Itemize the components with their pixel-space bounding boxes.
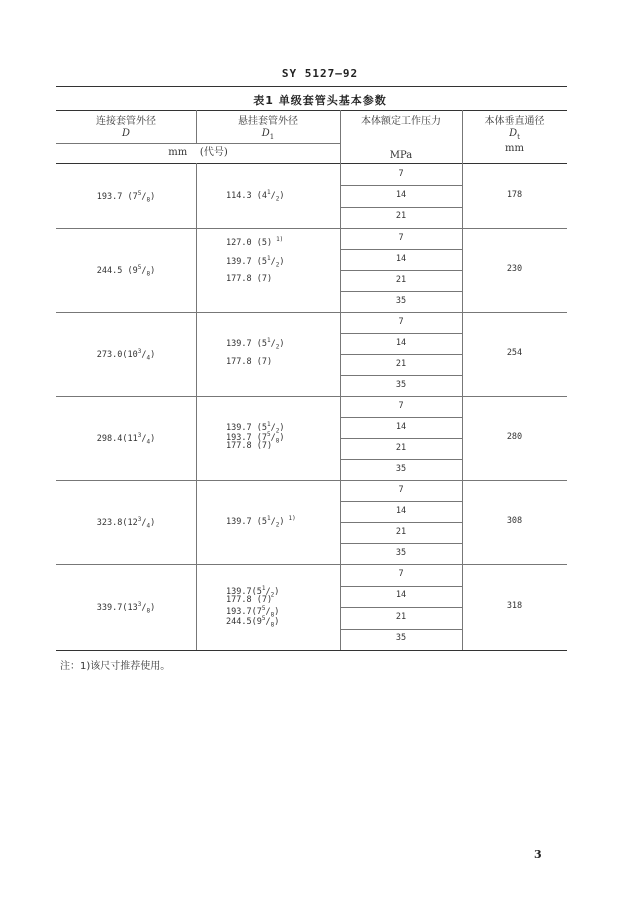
- pressure-rating: 35: [395, 547, 407, 558]
- header-mid-rule: [56, 143, 340, 144]
- pressure-rating: 7: [398, 400, 404, 411]
- header-divider-1: [196, 110, 197, 143]
- connect-casing-od: 193.7 $(7^5/_8)$: [96, 190, 156, 204]
- footnote-ref: 1): [288, 515, 296, 522]
- pressure-row-rule: [340, 354, 462, 355]
- pressure-row-rule: [340, 522, 462, 523]
- pressure-rating: 14: [395, 590, 407, 601]
- group-separator: [56, 480, 567, 481]
- connect-casing-od: $339.7(13^3/_8)$: [96, 601, 156, 615]
- pressure-rating: 7: [398, 568, 404, 579]
- pressure-row-rule: [340, 417, 462, 418]
- standard-code: SY 5127—92: [281, 67, 359, 80]
- vertical-bore: 318: [506, 601, 523, 611]
- hanging-casing-od: 114.3 $(4^1/_2)$: [226, 189, 285, 203]
- pressure-rating: 7: [398, 484, 404, 495]
- hanging-casing-od: 177.8 (7): [226, 441, 273, 451]
- pressure-rating: 21: [395, 526, 407, 537]
- vertical-bore: 280: [506, 432, 523, 442]
- col-pressure-unit: MPa: [389, 150, 413, 161]
- vertical-bore: 254: [506, 348, 523, 358]
- pressure-rating: 7: [398, 232, 404, 243]
- connect-casing-od: $273.0(10^3/_4)$: [96, 348, 156, 362]
- col-connect-header: 连接套管外径 D: [96, 116, 156, 139]
- pressure-rating: 21: [395, 611, 407, 622]
- pressure-rating: 7: [398, 316, 404, 327]
- pressure-rating: 35: [395, 633, 407, 644]
- pressure-row-rule: [340, 185, 462, 186]
- pressure-row-rule: [340, 333, 462, 334]
- connect-casing-od: $323.8(12^3/_4)$: [96, 516, 156, 530]
- top-rule: [56, 86, 567, 87]
- group-separator: [56, 312, 567, 313]
- pressure-row-rule: [340, 291, 462, 292]
- pressure-rating: 21: [395, 211, 407, 222]
- col-pressure-header: 本体额定工作压力: [361, 116, 441, 127]
- pressure-row-rule: [340, 270, 462, 271]
- pressure-rating: 14: [395, 253, 407, 264]
- hanging-casing-od: 139.7 $(5^1/_2)$: [226, 337, 285, 351]
- hanging-casing-od: 139.7 $(5^1/_2)$: [226, 421, 285, 435]
- pressure-row-rule: [340, 586, 462, 587]
- hanging-casing-od: 193.7 $(7^5/_8)$: [226, 431, 285, 445]
- hanging-casing-od: 177.8 (7): [226, 357, 273, 367]
- pressure-rating: 14: [395, 421, 407, 432]
- connect-casing-od: $298.4(11^3/_4)$: [96, 432, 156, 446]
- pressure-rating: 35: [395, 463, 407, 474]
- col-divider-1: [196, 163, 197, 650]
- hanging-casing-od: 177.8 (7): [226, 595, 273, 605]
- col-hanging-header: 悬挂套管外径 $D_1$: [238, 116, 298, 141]
- connect-casing-od: 244.5 $(9^5/_8)$: [96, 264, 156, 278]
- hanging-casing-od: $244.5(9^5/_8)$: [226, 615, 280, 629]
- pressure-row-rule: [340, 249, 462, 250]
- footnote: 注：1)该尺寸推荐使用。: [60, 661, 171, 672]
- group-separator: [56, 564, 567, 565]
- pressure-rating: 7: [398, 168, 404, 179]
- hanging-casing-od: 139.7 $(5^1/_2)$: [226, 255, 285, 269]
- pressure-row-rule: [340, 607, 462, 608]
- header-top-rule: [56, 110, 567, 111]
- header-bottom-rule: [56, 163, 567, 164]
- hanging-casing-od: 177.8 (7): [226, 274, 273, 284]
- pressure-rating: 35: [395, 295, 407, 306]
- pressure-rating: 14: [395, 505, 407, 516]
- vertical-bore: 308: [506, 516, 523, 526]
- pressure-rating: 35: [395, 379, 407, 390]
- page-number: 3: [534, 848, 542, 861]
- table-bottom-rule: [56, 650, 567, 651]
- pressure-row-rule: [340, 207, 462, 208]
- vertical-bore: 230: [506, 264, 523, 274]
- pressure-rating: 21: [395, 442, 407, 453]
- hanging-casing-od: $193.7(7^5/_8)$: [226, 605, 280, 619]
- pressure-row-rule: [340, 629, 462, 630]
- pressure-row-rule: [340, 375, 462, 376]
- group-separator: [56, 228, 567, 229]
- pressure-rating: 14: [395, 337, 407, 348]
- col-bore-header: 本体垂直通径 $D_t$ mm: [484, 116, 545, 154]
- pressure-rating: 14: [395, 190, 407, 200]
- table-title: 表1 单级套管头基本参数: [253, 94, 387, 107]
- hanging-casing-od: $139.7(5^1/_2)$: [226, 585, 280, 599]
- footnote-ref: 1): [276, 236, 284, 243]
- hanging-casing-od: 127.0 (5) $^{1)}$: [226, 236, 284, 248]
- pressure-row-rule: [340, 543, 462, 544]
- pressure-row-rule: [340, 501, 462, 502]
- unit-row: mm (代号): [168, 147, 228, 158]
- pressure-row-rule: [340, 459, 462, 460]
- group-separator: [56, 396, 567, 397]
- hanging-casing-od: 139.7 $(5^1/_2)$ $^{1)}$: [226, 515, 296, 529]
- pressure-row-rule: [340, 438, 462, 439]
- pressure-rating: 21: [395, 274, 407, 285]
- pressure-rating: 21: [395, 358, 407, 369]
- vertical-bore: 178: [506, 190, 523, 200]
